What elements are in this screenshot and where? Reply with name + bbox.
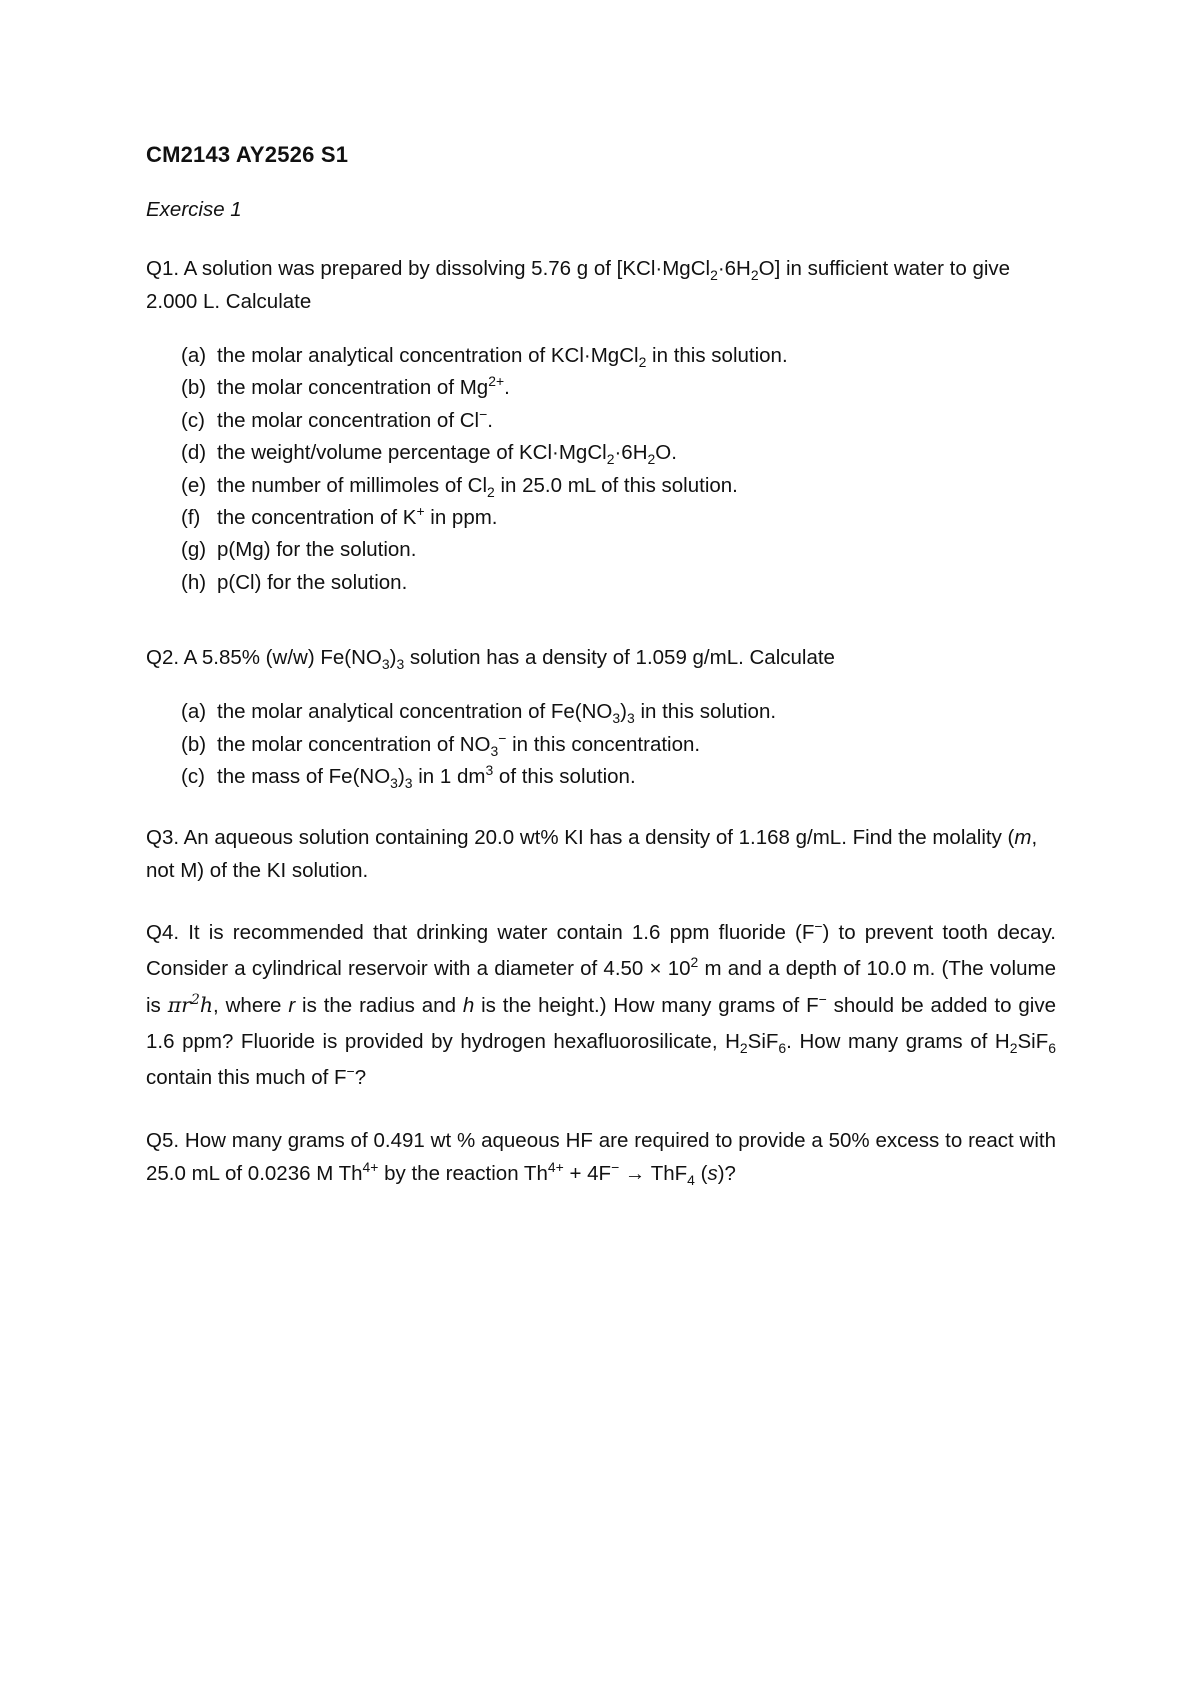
part-label: (d): [181, 441, 207, 465]
part-item: [181, 502, 1056, 534]
part-item: [181, 761, 1056, 793]
question-text: )?: [717, 1162, 736, 1186]
superscript: −: [814, 918, 823, 935]
part-item: [181, 405, 1056, 437]
superscript: 3: [485, 762, 494, 779]
part-item: [181, 567, 1056, 599]
question-number: Q3.: [146, 826, 180, 850]
subscript: 3: [404, 775, 413, 792]
part-text: in ppm.: [424, 506, 498, 530]
subscript: 2: [739, 1040, 748, 1057]
variable-r: r: [288, 994, 296, 1018]
part-text: .: [504, 376, 510, 400]
part-text: O.: [655, 441, 677, 465]
question-text: ·6H: [717, 257, 751, 280]
subscript: 2: [638, 354, 647, 371]
part-text: ): [620, 700, 627, 724]
part-item: [181, 534, 1056, 566]
question-text: ): [389, 646, 397, 670]
superscript: +: [416, 503, 425, 520]
subscript: 2: [750, 267, 759, 284]
part-text: p(Mg) for the solution.: [217, 538, 417, 562]
question-text: A solution was prepared by dissolving 5.76 g of [KCl·MgCl: [183, 257, 711, 280]
part-item: [181, 470, 1056, 502]
part-text: .: [487, 408, 493, 432]
part-label: (a): [181, 344, 207, 367]
question-5: [146, 1124, 1056, 1190]
part-label: (f): [181, 506, 201, 530]
part-item: [181, 729, 1056, 761]
subscript: 2: [710, 267, 718, 284]
subscript: 4: [687, 1172, 695, 1189]
question-1: [146, 252, 1056, 318]
subscript: 6: [778, 1040, 787, 1057]
question-text: + 4F: [563, 1162, 612, 1186]
volume-formula: [168, 993, 213, 1017]
part-item: [181, 340, 1056, 372]
part-label: (c): [181, 408, 205, 432]
document-title: CM2143 AY2526 S1: [146, 142, 349, 167]
part-item: [181, 437, 1056, 469]
part-text: ): [397, 765, 405, 789]
part-text: p(Cl) for the solution.: [217, 570, 408, 594]
formula-text: h: [199, 993, 214, 1018]
question-text: is the height.) How many grams of F: [474, 994, 819, 1018]
question-text: solution has a density of 1.059 g/mL. Calculate: [404, 646, 835, 670]
part-text: in 1 dm: [412, 765, 486, 789]
superscript: 2+: [488, 373, 505, 390]
superscript: −: [818, 991, 827, 1008]
part-label: (a): [181, 700, 207, 724]
part-text: the weight/volume percentage of KCl·MgCl: [217, 441, 607, 465]
superscript: −: [479, 405, 488, 422]
question-text: by the reaction Th: [378, 1162, 548, 1186]
exercise-heading: Exercise 1: [146, 198, 242, 221]
question-text: should be added to give 1.6 ppm? Fluoride is provided by hydrogen hexafluorosilicate, H: [146, 994, 1056, 1054]
question-text: , not M) of the KI solution.: [146, 826, 1038, 883]
question-text: (: [694, 1162, 708, 1186]
part-label: (g): [181, 538, 207, 562]
question-number: Q4.: [146, 921, 180, 945]
question-text: O] in sufficient water to give 2.000 L. Calculate: [146, 257, 1011, 313]
question-text: contain this much of F: [146, 1066, 347, 1090]
part-label: (c): [181, 765, 205, 789]
subscript: 6: [1048, 1040, 1057, 1057]
question-text: , where: [213, 994, 289, 1018]
formula-text: πr: [167, 993, 191, 1018]
subscript: 3: [490, 742, 499, 759]
state-symbol: s: [707, 1162, 718, 1186]
question-text: is the radius and: [295, 994, 463, 1018]
subscript: 2: [606, 451, 615, 468]
question-number: Q5.: [146, 1129, 180, 1153]
subscript: 2: [1009, 1040, 1018, 1057]
part-text: the molar concentration of NO: [217, 732, 491, 756]
question-3: [146, 821, 1056, 887]
question-2-parts: [181, 696, 1056, 793]
part-text: the concentration of K: [217, 506, 417, 530]
part-label: (b): [181, 732, 207, 756]
subscript: 3: [396, 656, 405, 673]
part-item: [181, 372, 1056, 404]
part-item: [181, 696, 1056, 728]
superscript: 2: [690, 954, 699, 971]
part-text: in this concentration.: [506, 732, 701, 756]
question-text: A 5.85% (w/w) Fe(NO: [183, 646, 382, 670]
subscript: 2: [647, 451, 656, 468]
part-label: (h): [181, 570, 207, 594]
question-text: ?: [354, 1066, 367, 1090]
question-text: ) to prevent tooth decay. Consider a cylindrical reservoir with a diameter of 4.50 × 10: [146, 921, 1056, 981]
question-text: m and a depth of 10.0 m. (The volume is: [146, 957, 1056, 1018]
document-page: [146, 142, 1056, 1190]
superscript: −: [498, 729, 507, 746]
part-text: the number of millimoles of Cl: [217, 473, 488, 497]
subscript: 2: [487, 483, 495, 500]
molality-symbol: m: [1014, 826, 1032, 850]
part-text: the mass of Fe(NO: [217, 765, 391, 789]
superscript: 4+: [547, 1159, 564, 1176]
question-4: [146, 915, 1056, 1096]
question-text: It is recommended that drinking water contain 1.6 ppm fluoride (F: [188, 921, 815, 945]
question-text: . How many grams of H: [786, 1030, 1010, 1054]
subscript: 3: [626, 710, 635, 727]
superscript: −: [346, 1063, 355, 1080]
part-text: the molar concentration of Cl: [217, 408, 480, 432]
superscript: 4+: [362, 1159, 379, 1176]
superscript: 2: [190, 992, 200, 1009]
subscript: 3: [612, 710, 621, 727]
part-text: ·6H: [614, 441, 648, 465]
question-2: [146, 641, 1056, 674]
part-label: (b): [181, 376, 207, 400]
part-text: of this solution.: [493, 765, 636, 789]
question-text: An aqueous solution containing 20.0 wt% KI has a density of 1.168 g/mL. Find the molality (: [183, 826, 1015, 850]
question-number: Q1.: [146, 257, 180, 280]
question-1-parts: [181, 340, 1056, 599]
part-text: the molar concentration of Mg: [217, 376, 489, 400]
question-text: How many grams of 0.491 wt % aqueous HF are required to provide a 50% excess to react with 25.0 mL of 0.0236 M Th: [146, 1129, 1056, 1186]
part-label: (e): [181, 473, 207, 497]
part-text: in 25.0 mL of this solution.: [494, 473, 738, 497]
part-text: in this solution.: [646, 344, 788, 367]
part-text: the molar analytical concentration of Fe(NO: [217, 700, 613, 724]
part-text: in this solution.: [634, 700, 777, 724]
superscript: −: [611, 1159, 620, 1176]
question-text: SiF: [1017, 1030, 1049, 1054]
subscript: 3: [390, 775, 398, 792]
part-text: the molar analytical concentration of KCl·MgCl: [217, 344, 639, 367]
question-text: SiF: [747, 1030, 779, 1054]
variable-h: h: [462, 994, 475, 1018]
question-number: Q2.: [146, 646, 180, 670]
subscript: 3: [381, 656, 390, 673]
question-text: → ThF: [619, 1162, 688, 1186]
